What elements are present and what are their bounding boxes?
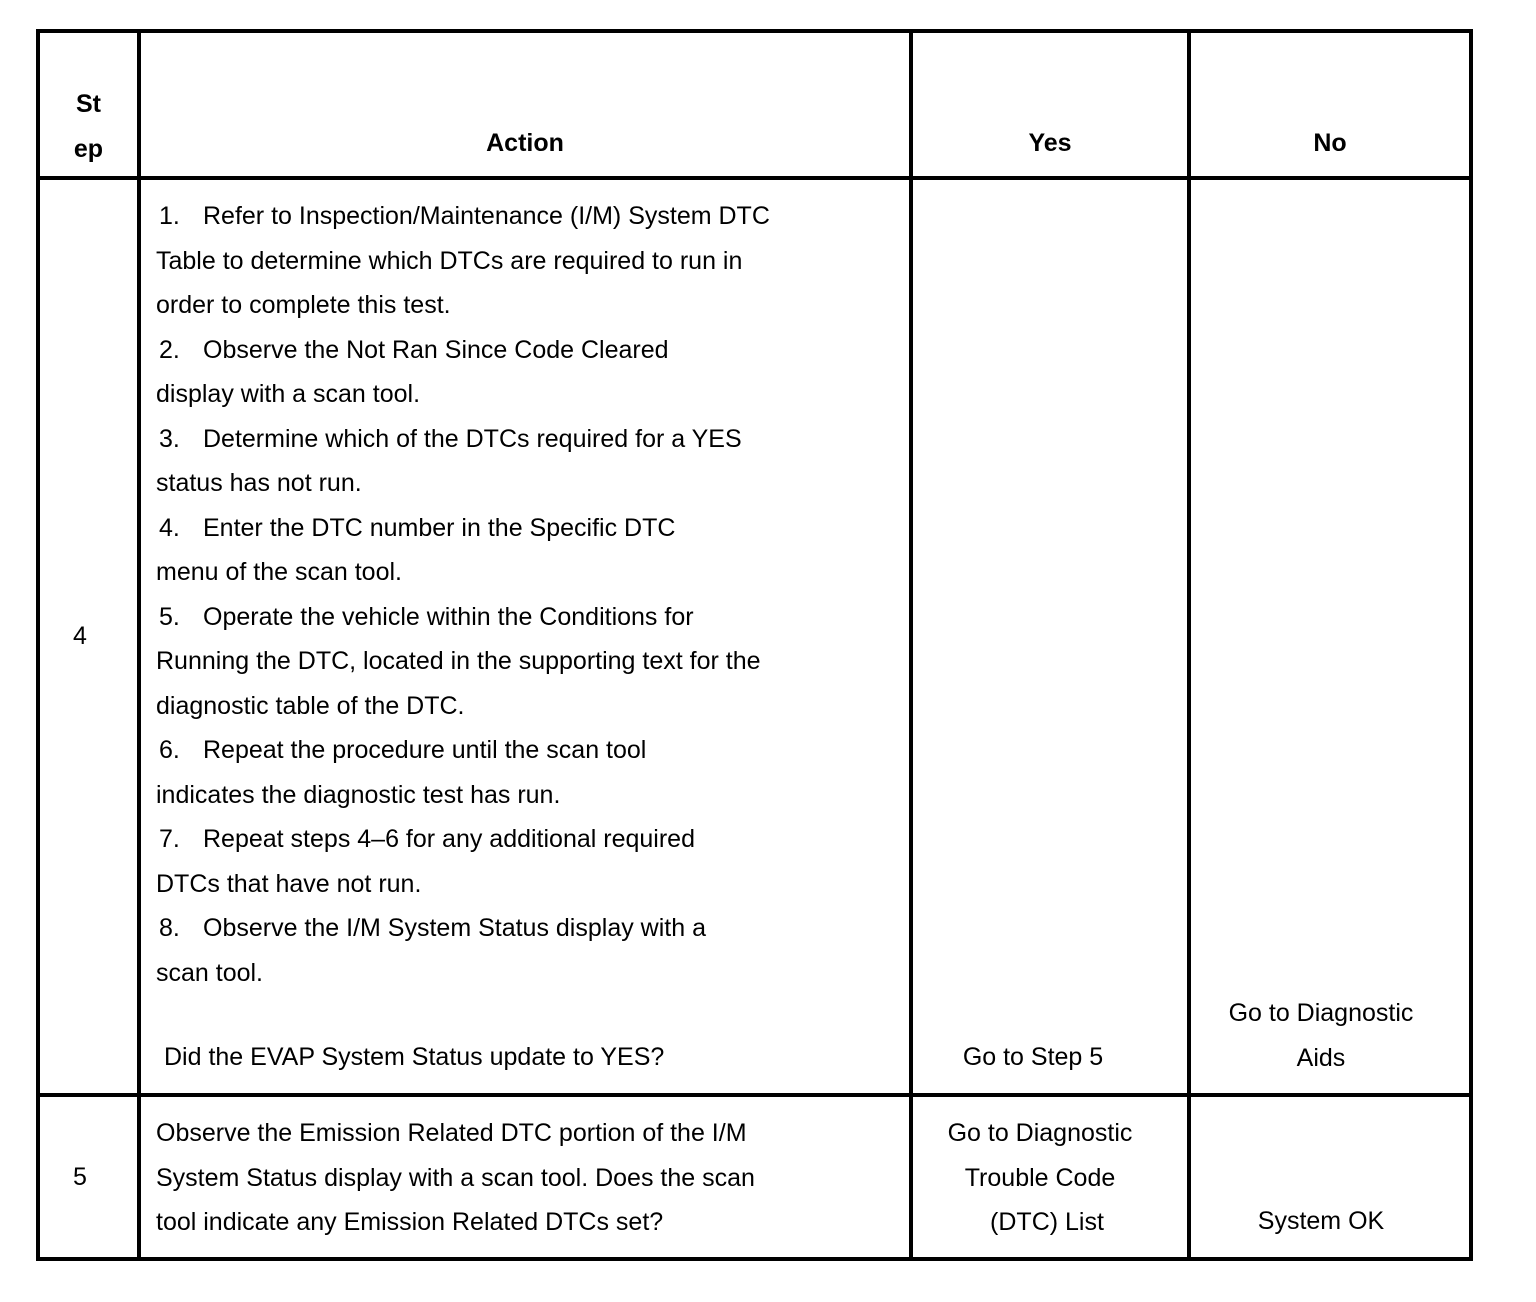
header-divider	[36, 176, 1473, 180]
action-line: display with a scan tool.	[156, 380, 421, 408]
step-item-text: Observe the Not Ran Since Code Cleared	[203, 335, 669, 364]
action-line: menu of the scan tool.	[156, 558, 402, 586]
action-line	[155, 417, 770, 462]
step-number: 4	[73, 622, 87, 650]
action-line	[155, 194, 770, 239]
action-line	[155, 906, 770, 951]
action-line	[155, 506, 770, 551]
header-step-line2: ep	[73, 134, 104, 163]
step-number: 5	[73, 1163, 87, 1191]
action-line: indicates the diagnostic test has run.	[156, 780, 561, 809]
action-line: Table to determine which DTCs are required to run in	[156, 246, 743, 275]
step-item-number: 5.	[159, 602, 180, 631]
step-item-text: Enter the DTC number in the Specific DTC	[203, 513, 676, 542]
step-item-number: 2.	[159, 335, 180, 364]
step-item-text: Observe the I/M System Status display with a	[203, 914, 706, 942]
header-yes: Yes	[1028, 129, 1072, 157]
action-line: diagnostic table of the DTC.	[156, 691, 465, 720]
action-question: Did the EVAP System Status update to YES?	[164, 1043, 665, 1071]
step-item-number: 8.	[159, 914, 180, 942]
action-line: scan tool.	[156, 958, 264, 987]
action-line: status has not run.	[156, 469, 362, 497]
no-result-line: Aids	[1296, 1043, 1346, 1072]
no-result-line: Go to Diagnostic	[1228, 999, 1414, 1027]
action-line: System Status display with a scan tool. Does the scan	[156, 1163, 755, 1192]
step-item-number: 1.	[159, 202, 180, 230]
column-divider-action	[137, 29, 141, 1261]
no-result	[1191, 991, 1451, 1080]
step-item-text: Repeat steps 4–6 for any additional required	[203, 825, 695, 853]
action-instructions	[156, 1111, 755, 1245]
table-border-bottom	[36, 1257, 1473, 1261]
table-border-right	[1469, 29, 1473, 1261]
action-line: order to complete this test.	[156, 291, 451, 319]
action-instructions	[155, 194, 770, 995]
header-step	[40, 82, 137, 171]
yes-result-line: Trouble Code	[964, 1163, 1116, 1192]
yes-result	[913, 1111, 1167, 1245]
action-line	[155, 328, 770, 373]
yes-result-line: Go to Diagnostic	[947, 1119, 1133, 1147]
action-line: tool indicate any Emission Related DTCs set?	[156, 1208, 664, 1236]
header-no: No	[1313, 129, 1347, 157]
no-result	[1191, 1199, 1451, 1244]
action-line: DTCs that have not run.	[156, 869, 422, 898]
table-border-top	[36, 29, 1473, 33]
step-item-text: Determine which of the DTCs required for a YES	[203, 424, 742, 453]
yes-result-line: Go to Step 5	[962, 1043, 1104, 1071]
step-item-number: 4.	[159, 513, 180, 542]
no-result-line: System OK	[1257, 1207, 1385, 1235]
action-line	[155, 817, 770, 862]
row-divider	[36, 1093, 1473, 1097]
action-line: Running the DTC, located in the supporting text for the	[156, 647, 761, 675]
step-item-number: 3.	[159, 424, 180, 453]
header-action: Action	[486, 129, 564, 157]
action-line: Observe the Emission Related DTC portion of the I/M	[156, 1119, 747, 1147]
step-item-text: Operate the vehicle within the Conditions for	[203, 602, 694, 631]
step-item-number: 7.	[159, 825, 180, 853]
header-step-line1: St	[76, 90, 101, 118]
action-line	[155, 728, 770, 773]
step-item-text: Repeat the procedure until the scan tool	[203, 736, 647, 764]
step-item-number: 6.	[159, 736, 180, 764]
action-line	[155, 595, 770, 640]
yes-result	[913, 1035, 1153, 1080]
yes-result-line: (DTC) List	[990, 1208, 1104, 1236]
step-item-text: Refer to Inspection/Maintenance (I/M) System DTC	[203, 202, 770, 230]
